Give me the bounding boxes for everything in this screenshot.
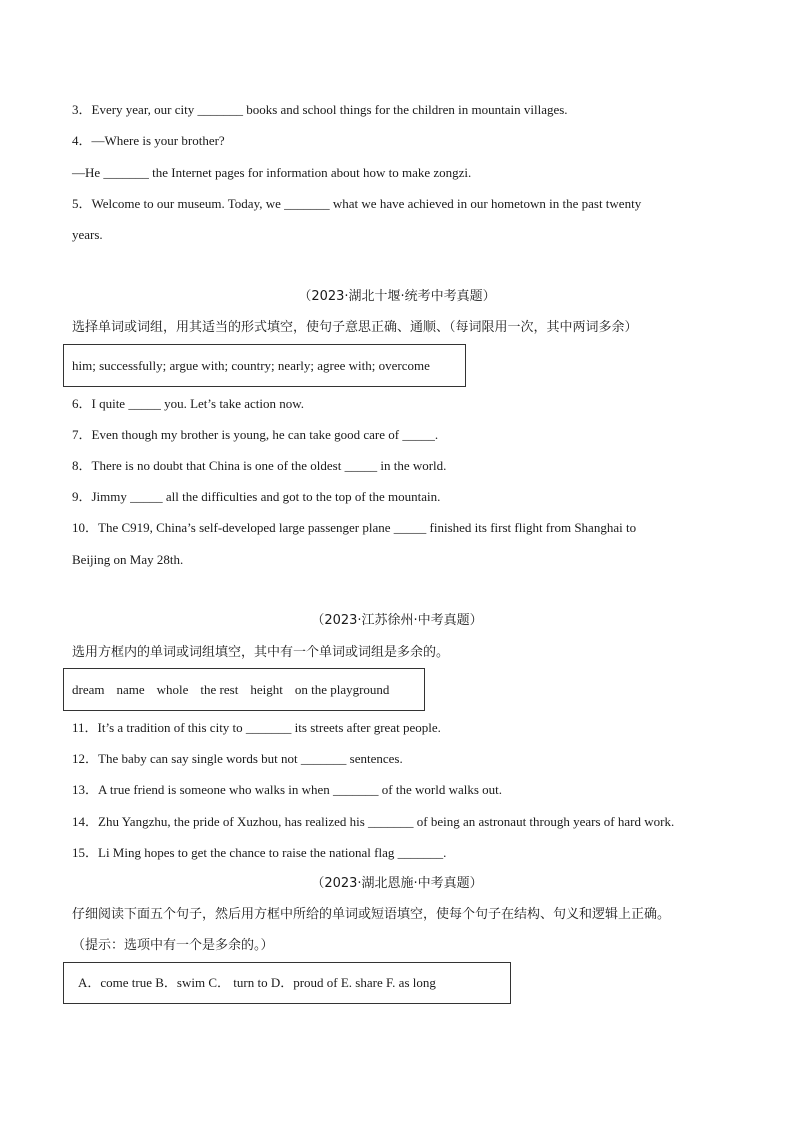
- question-10-continuation: Beijing on May 28th.: [72, 552, 184, 567]
- question-3: 3．Every year, our city _______ books and school things for the children in mountain villages.: [72, 102, 568, 117]
- section-a-word-box: [63, 344, 466, 387]
- word-option-dream: dream: [72, 681, 105, 697]
- section-a-source: （2023·湖北十堰·统考中考真题）: [298, 289, 496, 304]
- question-6: 6．I quite _____ you. Let’s take action now.: [72, 396, 305, 411]
- question-12: 12．The baby can say single words but not _______ sentences.: [72, 751, 403, 766]
- word-option-whole: whole: [156, 681, 189, 697]
- question-4: 4．—Where is your brother?: [72, 133, 225, 148]
- question-13: 13．A true friend is someone who walks in when _______ of the world walks out.: [72, 782, 503, 797]
- word-option-name: name: [116, 681, 145, 697]
- section-c-hint: （提示：选项中有一个是多余的。）: [72, 938, 274, 953]
- question-11: 11．It’s a tradition of this city to _______ its streets after great people.: [72, 720, 441, 735]
- section-c-options: A．come true B．swim C． turn to D．proud of E. share F. as long: [78, 975, 436, 990]
- section-b-instruction: 选用方框内的单词或词组填空，其中有一个单词或词组是多余的。: [72, 645, 450, 660]
- question-10: 10．The C919, China’s self-developed large passenger plane _____ finished its first flight from Shanghai to: [72, 520, 637, 535]
- question-5: 5．Welcome to our museum. Today, we _______ what we have achieved in our hometown in the past twenty: [72, 196, 642, 211]
- word-option-the-rest: the rest: [200, 681, 239, 697]
- section-b-word-box: [63, 668, 425, 711]
- word-option-on-the-playground: on the playground: [294, 681, 390, 697]
- section-c-source: （2023·湖北恩施·中考真题）: [311, 876, 483, 891]
- section-b-source: （2023·江苏徐州·中考真题）: [311, 613, 483, 628]
- section-c-options-box: [63, 962, 511, 1004]
- section-c-instruction: 仔细阅读下面五个句子，然后用方框中所给的单词或短语填空，使每个句子在结构、句义和逻辑上正确。: [72, 907, 671, 922]
- question-15: 15．Li Ming hopes to get the chance to raise the national flag _______.: [72, 845, 447, 860]
- question-7: 7．Even though my brother is young, he can take good care of _____.: [72, 427, 439, 442]
- question-4-answer-line: —He _______ the Internet pages for information about how to make zongzi.: [72, 165, 472, 180]
- question-9: 9．Jimmy _____ all the difficulties and got to the top of the mountain.: [72, 489, 441, 504]
- question-5-continuation: years.: [72, 227, 103, 242]
- question-14: 14．Zhu Yangzhu, the pride of Xuzhou, has realized his _______ of being an astronaut through years of hard work.: [72, 814, 675, 829]
- section-a-instruction: 选择单词或词组，用其适当的形式填空，使句子意思正确、通顺、（每词限用一次，其中两词多余）: [72, 320, 638, 335]
- section-a-word-list: him; successfully; argue with; country; nearly; agree with; overcome: [72, 357, 430, 373]
- word-option-height: height: [250, 681, 283, 697]
- question-8: 8．There is no doubt that China is one of the oldest _____ in the world.: [72, 458, 447, 473]
